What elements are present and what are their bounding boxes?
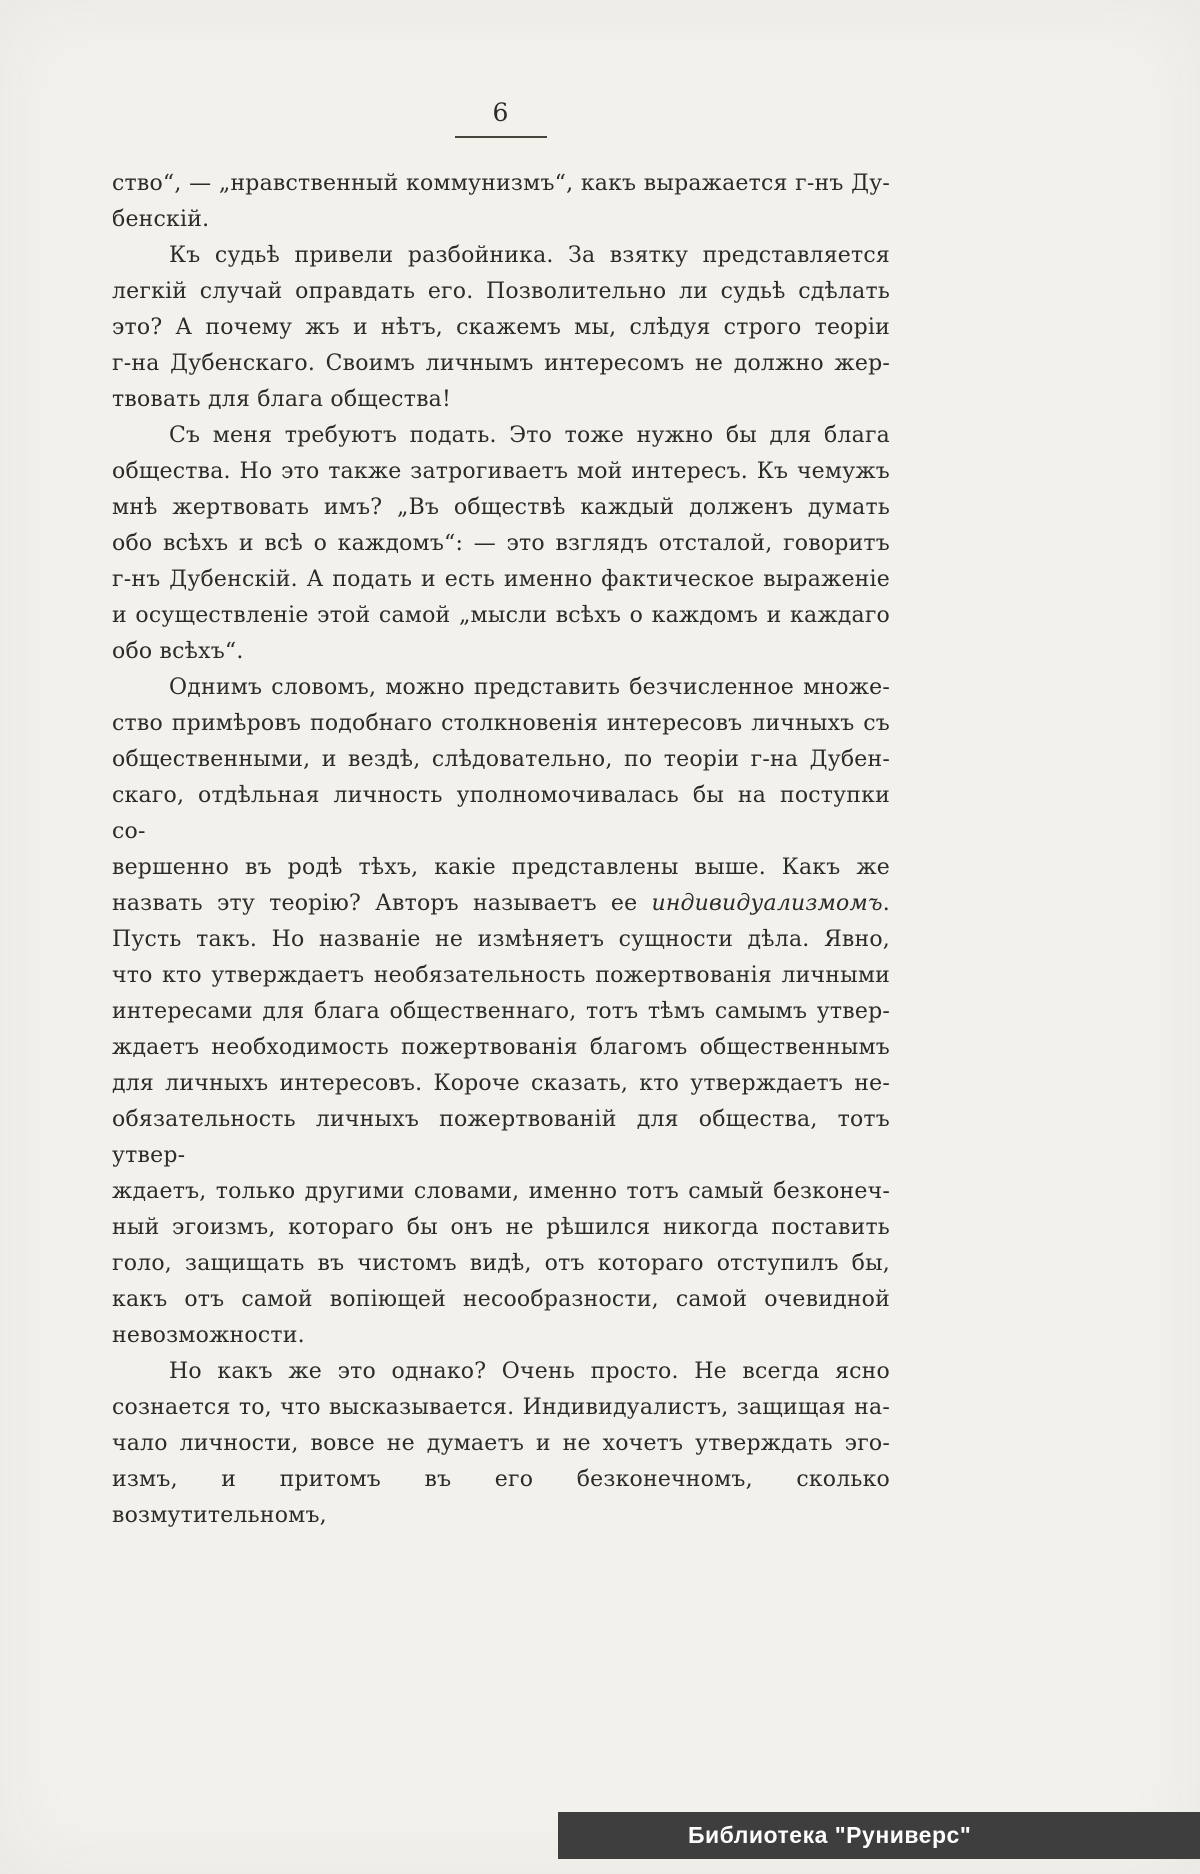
text-line [112,778,890,850]
text-segment: сознается то, что высказывается. Индивидуалистъ, защищая на- [112,1395,890,1420]
text-segment: . [882,891,890,916]
text-segment: обязательность личныхъ пожертвованій для общества, тотъ утвер- [112,1107,890,1168]
text-segment: бенскій. [112,207,210,232]
text-line [112,1030,890,1066]
text-line [112,454,890,490]
text-segment: обо всѣхъ и всѣ о каждомъ“: — это взглядъ отсталой, говоритъ [112,531,890,556]
paragraph [112,1354,890,1534]
text-segment: Пусть такъ. Но названіе не измѣняетъ сущности дѣла. Явно, [112,927,890,952]
text-line [112,274,890,310]
text-segment: г-нъ Дубенскій. А подать и есть именно фактическое выраженіе [112,567,890,592]
text-line [112,994,890,1030]
text-segment: для личныхъ интересовъ. Короче сказать, кто утверждаетъ не- [112,1071,890,1096]
text-line [112,202,890,238]
text-segment: что кто утверждаетъ необязательность пожертвованія личными [112,963,890,988]
text-line [112,634,890,670]
text-segment: и осуществленіе этой самой „мысли всѣхъ о каждомъ и каждаго [112,603,890,628]
page-number: 6 [492,98,510,127]
text-segment: Съ меня требуютъ подать. Это тоже нужно бы для блага [169,423,890,448]
text-segment: обо всѣхъ“. [112,639,244,664]
text-line [112,1390,890,1426]
text-line [112,850,890,886]
text-segment: Однимъ словомъ, можно представить безчисленное множе- [169,675,890,700]
text-line [112,382,890,418]
text-segment: Къ судьѣ привели разбойника. За взятку представляется [169,243,890,268]
text-segment: легкій случай оправдать его. Позволительно ли судьѣ сдѣлать [112,279,890,304]
text-line [112,1282,890,1318]
text-line [112,1210,890,1246]
text-segment: скаго, отдѣльная личность уполномочивалась бы на поступки со- [112,783,890,844]
text-segment: мнѣ жертвовать имъ? „Въ обществѣ каждый долженъ думать [112,495,890,520]
text-line [112,1462,890,1534]
text-line [112,706,890,742]
watermark-label: Библиотека "Руниверс" [688,1822,972,1848]
text-line [112,418,890,454]
italic-text: индивидуализмомъ [651,891,883,916]
text-line [112,166,890,202]
text-line [112,1354,890,1390]
text-line [112,1426,890,1462]
text-line [112,1174,890,1210]
text-line [112,526,890,562]
text-segment: Но какъ же это однако? Очень просто. Не всегда ясно [169,1359,890,1384]
text-segment: невозможности. [112,1323,305,1348]
text-segment: назвать эту теорію? Авторъ называетъ ее [112,891,652,916]
text-line [112,742,890,778]
text-segment: ждаетъ необходимость пожертвованія благомъ общественнымъ [112,1035,890,1060]
text-segment: чало личности, вовсе не думаетъ и не хочетъ утверждать эго- [112,1431,890,1456]
text-line [112,1318,890,1354]
text-segment: общества. Но это также затрогиваетъ мой интересъ. Къ чемужъ [112,459,890,484]
text-line [112,346,890,382]
text-line [112,238,890,274]
text-segment: вершенно въ родѣ тѣхъ, какіе представлены выше. Какъ же [112,855,890,880]
text-segment: общественными, и вездѣ, слѣдовательно, по теоріи г-на Дубен- [112,747,890,772]
text-line [112,922,890,958]
text-line [112,670,890,706]
text-line [112,1066,890,1102]
paragraph [112,238,890,418]
paragraph [112,166,890,238]
text-line [112,886,890,922]
text-segment: измъ, и притомъ въ его безконечномъ, сколько возмутительномъ, [112,1467,890,1528]
text-line [112,598,890,634]
text-line [112,1102,890,1174]
text-segment: г-на Дубенскаго. Своимъ личнымъ интересомъ не должно жер- [112,351,890,376]
paragraph [112,418,890,670]
text-line [112,1246,890,1282]
text-block [112,166,890,1534]
text-segment: какъ отъ самой вопіющей несообразности, самой очевидной [112,1287,890,1312]
text-segment: ждаетъ, только другими словами, именно тотъ самый безконеч- [112,1179,890,1204]
text-segment: это? А почему жъ и нѣтъ, скажемъ мы, слѣдуя строго теоріи [112,315,890,340]
text-segment: голо, защищать въ чистомъ видѣ, отъ котораго отступилъ бы, [112,1251,890,1276]
text-segment: ство примѣровъ подобнаго столкновенія интересовъ личныхъ съ [112,711,890,736]
text-segment: ство“, — „нравственный коммунизмъ“, какъ выражается г-нъ Ду- [112,171,890,196]
text-line [112,562,890,598]
text-line [112,490,890,526]
text-segment: интересами для блага общественнаго, тотъ тѣмъ самымъ утвер- [112,999,890,1024]
page-number-rule [455,136,547,138]
text-segment: твовать для блага общества! [112,387,452,412]
paragraph [112,670,890,1354]
watermark-bar [558,1812,1200,1859]
page-header [112,98,890,138]
text-line [112,958,890,994]
text-segment: ный эгоизмъ, котораго бы онъ не рѣшился никогда поставить [112,1215,890,1240]
text-line [112,310,890,346]
